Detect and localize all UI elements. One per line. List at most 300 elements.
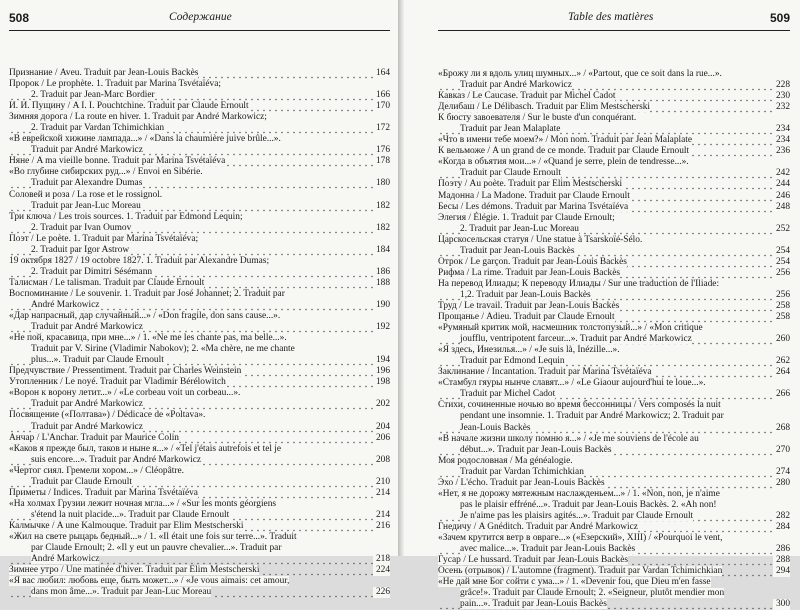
toc-entry-text: Зимнее утро / Une matinée d'hiver. Traduit par Elim Mestscherski <box>9 565 260 576</box>
toc-entry-text: Приметы / Indices. Traduit par Marina Tsvétaïéva <box>9 487 198 498</box>
toc-entry-text: Поэту / Au poète. Traduit par Elim Mestscherski <box>438 179 623 190</box>
toc-entry <box>438 533 790 555</box>
toc-entry-line <box>9 466 390 477</box>
toc-entry-page-number: 294 <box>773 566 790 577</box>
toc-entry-page-number: 214 <box>373 488 390 499</box>
toc-entry-text: 2. Traduit par Igor Astrow <box>31 244 130 255</box>
toc-entries <box>438 69 790 610</box>
toc-entry-page-number: 256 <box>773 290 790 301</box>
toc-entry-last-line <box>438 91 790 102</box>
toc-entry-text: «В начале жизни школу помню я...» / «Je me souviens de l'école au <box>438 433 699 444</box>
toc-entry-page-number: 260 <box>773 334 790 345</box>
toc-entry-text: Рифма / La rime. Traduit par Jean-Louis Backès <box>438 267 621 278</box>
toc-entry-line <box>438 113 790 124</box>
toc-entry <box>9 444 390 466</box>
toc-entry-last-line <box>438 522 790 533</box>
toc-entry-page-number: 192 <box>373 322 390 333</box>
toc-entry-text: Traduit par André Markowicz <box>31 145 143 156</box>
toc-entry <box>438 179 790 190</box>
toc-entry-text: Посвящение («Полтава») / Dédicace de «Poltava». <box>9 410 206 421</box>
toc-entry <box>438 312 790 323</box>
toc-entry-page-number: 214 <box>373 510 390 521</box>
toc-entry-page-number: 208 <box>373 455 390 466</box>
toc-entry-last-line <box>438 445 790 456</box>
toc-entry-line <box>9 410 390 421</box>
toc-entry-line <box>438 213 790 224</box>
toc-entry-text: Стихи, сочиненные ночью во время бессонницы / Vers composés la nuit <box>438 400 721 411</box>
toc-entry-text: «Румяный критик мой, насмешник толстопузый...» / «Mon critique <box>438 323 703 334</box>
toc-entry-last-line <box>438 191 790 202</box>
toc-entry-text: «Я здесь, Инезилья...» / «Je suis là, Inézille...». <box>438 345 620 356</box>
toc-entry <box>438 566 790 577</box>
toc-entry <box>9 256 390 278</box>
toc-entry-page-number: 268 <box>773 423 790 434</box>
toc-entry-text: par Claude Ernoult; 2. «Il y eut un pauvre chevalier...». Traduit par <box>31 543 282 554</box>
left-page <box>0 0 400 598</box>
toc-entry-text: début...». Traduit par Jean-Louis Backès <box>460 444 612 455</box>
toc-entry-line <box>9 311 390 322</box>
toc-entry <box>438 279 790 301</box>
toc-entry-text: Признание / Aveu. Traduit par Jean-Louis Backès <box>9 68 199 78</box>
toc-entry <box>438 191 790 202</box>
toc-entry-page-number: 196 <box>373 366 390 377</box>
toc-entry-page-number: 266 <box>773 389 790 400</box>
toc-entry-text: «Не пой, красавица, при мне...» / 1. «Ne me les chante pas, ma belle...». <box>9 333 287 344</box>
toc-entry-line <box>9 134 390 145</box>
toc-entry-last-line <box>9 223 390 234</box>
toc-entry-last-line <box>9 201 390 212</box>
toc-entry <box>438 367 790 378</box>
toc-entry-last-line <box>438 423 790 434</box>
toc-entry-text: «Ворон к ворону летит...» / «Le corbeau voit un corbeau...». <box>9 388 241 399</box>
toc-entry <box>438 157 790 179</box>
toc-entry-last-line <box>438 146 790 157</box>
toc-entry-last-line <box>438 168 790 179</box>
right-page <box>404 0 800 610</box>
toc-entry-line <box>9 499 390 510</box>
toc-entry-line <box>438 411 790 422</box>
toc-entry-text: К бюсту завоевателя / Sur le buste d'un conquérant. <box>438 113 637 124</box>
toc-entry-page-number: 188 <box>373 278 390 289</box>
toc-entry <box>438 257 790 268</box>
toc-entry-text: Утопленник / Le noyé. Traduit par Vladimir Bérélowitch <box>9 377 226 388</box>
toc-entry-last-line <box>438 389 790 400</box>
toc-entry-last-line <box>438 135 790 146</box>
toc-entry-last-line <box>9 377 390 388</box>
toc-entry <box>9 68 390 79</box>
toc-entry-line <box>438 378 790 389</box>
toc-entry-text: Няне / A ma vieille bonne. Traduit par Marina Tsvétaïéva <box>9 156 226 167</box>
toc-entry-last-line <box>438 555 790 566</box>
toc-entry-page-number: 184 <box>373 245 390 256</box>
toc-entry <box>9 521 390 532</box>
toc-entry-line <box>9 543 390 554</box>
toc-entry-text: Кавказ / Le Caucase. Traduit par Michel Cadot <box>438 91 616 102</box>
toc-entry-page-number: 226 <box>373 587 390 598</box>
toc-entry-line <box>9 112 390 123</box>
toc-entry-last-line <box>438 478 790 489</box>
toc-entry-last-line <box>9 178 390 189</box>
toc-entry-page-number: 190 <box>373 300 390 311</box>
toc-entry-text: «Во глубине сибирских руд...» / Envoi en Sibérie. <box>9 167 203 178</box>
toc-entry-line <box>9 212 390 223</box>
toc-entry-page-number: 176 <box>373 145 390 156</box>
toc-entry <box>438 400 790 433</box>
toc-entry <box>9 377 390 388</box>
toc-entry-text: Traduit par Michel Cadot <box>460 389 556 400</box>
toc-entry-line <box>438 500 790 511</box>
toc-entry-text: «Стамбул гяуры нынче славят...» / «Le Giaour aujourd'hui te loue...». <box>438 378 706 389</box>
toc-entry-text: Поэт / Le poète. 1. Traduit par Marina Tsvétaïéva; <box>9 233 199 244</box>
toc-entry-last-line <box>438 356 790 367</box>
toc-entry-line <box>9 576 390 587</box>
toc-entry-line <box>9 256 390 267</box>
toc-entry-last-line <box>9 366 390 377</box>
toc-entry-text: Заклинание / Incantation. Traduit par Marina Tsvétaïéva <box>438 367 652 378</box>
toc-entry-page-number: 182 <box>373 201 390 212</box>
toc-entry-line <box>9 289 390 300</box>
toc-entry-line <box>9 344 390 355</box>
toc-entry <box>438 102 790 113</box>
toc-entry-text: Traduit par André Markowicz <box>31 322 143 333</box>
toc-entry-page-number: 166 <box>373 90 390 101</box>
toc-entry-text: Traduit par Claude Ernoult <box>460 168 561 179</box>
toc-entry-line <box>438 279 790 290</box>
toc-entry <box>438 478 790 489</box>
toc-entry-last-line <box>9 123 390 134</box>
toc-entry <box>438 323 790 345</box>
toc-entry-text: 2. Traduit par Vardan Tchimichkian <box>31 123 165 134</box>
toc-entry-last-line <box>9 68 390 79</box>
toc-entry <box>9 234 390 256</box>
toc-entry-last-line <box>9 90 390 101</box>
toc-entry-text: Труд / Le travail. Traduit par Jean-Louis Backès <box>438 300 620 311</box>
toc-entry-page-number: 228 <box>773 80 790 91</box>
toc-entry-line <box>9 444 390 455</box>
toc-entry-last-line <box>438 224 790 235</box>
toc-entry <box>9 167 390 189</box>
toc-entry <box>438 135 790 146</box>
toc-entry-text: Предчувствие / Pressentiment. Traduit par Charles Weinstein <box>9 366 242 377</box>
toc-entry-line <box>438 69 790 80</box>
toc-entry-text: «Брожу ли я вдоль улиц шумных...» / «Partout, que ce soit dans la rue...». <box>438 69 722 79</box>
toc-entry-text: 2. Traduit par Jean-Luc Moreau <box>460 223 579 234</box>
toc-entry <box>9 532 390 565</box>
toc-entry-line <box>9 167 390 178</box>
toc-entry-text: Traduit par André Markowicz <box>31 421 143 432</box>
toc-entry <box>438 213 790 235</box>
toc-entry-text: «Чертог сиял. Гремели хором...» / Cléopâtre. <box>9 465 184 476</box>
toc-entry-line <box>438 533 790 544</box>
toc-entry-page-number: 270 <box>773 445 790 456</box>
toc-entry-text: pas le plaisir effréné...». Traduit par Jean-Louis Backès. 2. «Ah non! <box>460 499 717 510</box>
toc-entry-last-line <box>438 301 790 312</box>
toc-entry-text: «Каков я прежде был, таков и ныне я...» / «Tel j'étais autrefois et tel je <box>9 443 282 454</box>
toc-entry-text: Эхо / L'écho. Traduit par Jean-Louis Backès <box>438 477 605 488</box>
toc-entry-page-number: 252 <box>773 224 790 235</box>
toc-entry <box>438 577 790 610</box>
toc-entry <box>9 466 390 488</box>
toc-entry-page-number: 232 <box>773 102 790 113</box>
running-title: Содержание <box>169 11 232 23</box>
toc-entry-line <box>9 333 390 344</box>
toc-entry-text: Зимняя дорога / La route en hiver. 1. Traduit par André Markowicz; <box>9 112 267 123</box>
toc-entry <box>438 555 790 566</box>
toc-entry <box>9 410 390 432</box>
toc-entry-text: Бесы / Les démons. Traduit par Marina Tsvétaïéva <box>438 201 629 212</box>
toc-entry-page-number: 258 <box>773 301 790 312</box>
toc-entry-last-line <box>9 565 390 576</box>
toc-entry <box>9 289 390 311</box>
toc-entry-text: Je n'aime pas les plaisirs agités...». Traduit par Claude Ernoult <box>460 510 694 521</box>
toc-entry <box>438 268 790 279</box>
toc-entry-last-line <box>438 566 790 577</box>
toc-entry-text: 1,2. Traduit par Jean-Louis Backès <box>460 289 591 300</box>
toc-entry-page-number: 202 <box>373 399 390 410</box>
toc-entry-page-number: 274 <box>773 467 790 478</box>
toc-entry <box>438 91 790 102</box>
toc-entry-page-number: 264 <box>773 367 790 378</box>
toc-entry-text: К вельможе / A un grand de ce monde. Traduit par Claude Ernoult <box>438 146 690 157</box>
toc-entry-page-number: 230 <box>773 91 790 102</box>
toc-entry-last-line <box>9 399 390 410</box>
toc-entry-text: avec malice...». Traduit par Jean-Louis Backès <box>460 544 636 555</box>
toc-entry-text: «Не дай мне Бог сойти с ума...» / 1. «Devenir fou, que Dieu m'en fasse <box>438 577 711 588</box>
toc-entry-text: Traduit par V. Sirine (Vladimir Nabokov); 2. «Ma chère, ne me chante <box>31 344 295 355</box>
toc-entry-page-number: 234 <box>773 135 790 146</box>
toc-entry-line <box>438 588 790 599</box>
toc-entry-last-line <box>9 554 390 565</box>
toc-entry-page-number: 286 <box>773 544 790 555</box>
toc-entry <box>9 79 390 101</box>
toc-entry-text: 19 октября 1827 / 19 octobre 1827. 1. Traduit par Alexandre Dumas; <box>9 255 270 266</box>
toc-entry-page-number: 282 <box>773 511 790 522</box>
toc-entry <box>9 366 390 377</box>
right-page-header <box>438 8 790 31</box>
toc-entry-last-line <box>438 124 790 135</box>
toc-entry <box>438 69 790 91</box>
toc-entry-line <box>438 577 790 588</box>
toc-entry-last-line <box>9 488 390 499</box>
toc-entry-text: Моя родословная / Ma généalogie. <box>438 455 573 466</box>
toc-entry-text: «Я вас любил: любовь еще, быть может...» / «Je vous aimais: cet amour, <box>9 576 290 587</box>
toc-entry-text: «В еврейской хижине лампада...» / «Dans la chaumière juive brûle...». <box>9 134 281 145</box>
toc-entry-page-number: 236 <box>773 146 790 157</box>
toc-entry-page-number: 258 <box>773 312 790 323</box>
toc-entry-text: joufflu, ventripotent farceur...». Traduit par André Markowicz <box>460 334 692 345</box>
toc-entry <box>9 134 390 156</box>
toc-entry-last-line <box>438 334 790 345</box>
toc-entry <box>438 113 790 135</box>
toc-entry-page-number: 216 <box>373 521 390 532</box>
toc-entry-page-number: 256 <box>773 268 790 279</box>
toc-entry-text: Traduit par André Markowicz <box>31 399 143 410</box>
toc-entry-page-number: 288 <box>773 555 790 566</box>
toc-entry <box>9 499 390 521</box>
toc-entry-text: «Жил на свете рыцарь бедный...» / 1. «Il était une fois sur terre...». Traduit <box>9 531 297 542</box>
toc-entry-text: Пророк / Le prophète. 1. Traduit par Marina Tsvétaïéva; <box>9 79 222 90</box>
toc-entry-page-number: 194 <box>373 355 390 366</box>
toc-entry-line <box>438 323 790 334</box>
toc-entry-last-line <box>438 467 790 478</box>
toc-entry-text: s'étend la nuit placide...». Traduit par Claude Ernoult <box>31 509 230 520</box>
toc-entry-last-line <box>438 312 790 323</box>
toc-entry-line <box>438 345 790 356</box>
toc-entry <box>9 278 390 289</box>
toc-entry <box>438 235 790 257</box>
toc-entry <box>9 156 390 167</box>
toc-entry-page-number: 178 <box>373 156 390 167</box>
toc-entry-text: Соловей и роза / La rose et le rossignol. <box>9 189 163 200</box>
toc-entry <box>9 565 390 576</box>
toc-entry-page-number: 234 <box>773 124 790 135</box>
toc-entry-page-number: 254 <box>773 246 790 257</box>
toc-entry-last-line <box>438 80 790 91</box>
toc-entry-last-line <box>438 544 790 555</box>
left-page-header <box>9 8 390 31</box>
toc-entry-last-line <box>9 477 390 488</box>
toc-entry-text: На перевод Илиады; К переводу Илиады / Sur une traduction de l'Iliade: <box>438 278 720 289</box>
toc-entry-page-number: 186 <box>373 267 390 278</box>
toc-entry <box>438 434 790 456</box>
toc-entry <box>438 345 790 367</box>
toc-entry <box>9 101 390 112</box>
toc-entry-last-line <box>9 510 390 521</box>
toc-entry <box>9 388 390 410</box>
toc-entry-text: Traduit par Claude Ernoult <box>31 476 132 487</box>
toc-entry-text: André Markowicz <box>31 299 100 310</box>
toc-entry-last-line <box>438 102 790 113</box>
toc-entry-line <box>438 157 790 168</box>
toc-entry <box>9 311 390 333</box>
toc-entry-last-line <box>9 521 390 532</box>
toc-entry-text: Калмычке / A une Kalmouque. Traduit par Elim Mestscherski <box>9 520 244 531</box>
toc-entry-text: «Что в имени тебе моем?» / Mon nom. Traduit par Jean Malaplate <box>438 135 693 146</box>
toc-entry <box>438 456 790 478</box>
toc-entry-page-number: 182 <box>373 223 390 234</box>
toc-entry-page-number: 254 <box>773 257 790 268</box>
toc-entry-text: И. И. Пущину / A I. I. Pouchtchine. Traduit par Claude Ernoult <box>9 101 249 112</box>
page-number: 508 <box>9 11 30 25</box>
toc-entry-text: Осень (отрывок) / L'automne (fragment). Traduit par Vardan Tchimichkian <box>438 566 723 577</box>
toc-entry-last-line <box>9 267 390 278</box>
toc-entry-text: Воспоминание / Le souvenir. 1. Traduit par José Johannet; 2. Traduit par <box>9 288 285 299</box>
toc-entry-text: «Нет, я не дорожу мятежным наслажденьем...» / 1. «Non, non, je n'aime <box>438 488 720 499</box>
toc-entry-last-line <box>9 101 390 112</box>
toc-entry-text: Traduit par Jean-Luc Moreau <box>31 200 141 211</box>
toc-entry-last-line <box>438 257 790 268</box>
toc-entry-line <box>9 532 390 543</box>
toc-entry-text: Traduit par Vardan Tchimichkian <box>460 466 584 477</box>
toc-entry-page-number: 172 <box>373 123 390 134</box>
toc-entry-page-number: 262 <box>773 356 790 367</box>
toc-entry-line <box>438 434 790 445</box>
toc-entry <box>9 190 390 212</box>
toc-entry-text: plus...». Traduit par Claude Ernoult <box>31 355 164 366</box>
toc-entry-line <box>438 456 790 467</box>
toc-entry <box>9 112 390 134</box>
toc-entry-last-line <box>9 355 390 366</box>
toc-entry-text: 2. Traduit par Dimitri Sésémann <box>31 266 153 277</box>
toc-entry-text: Элегия / Élégie. 1. Traduit par Claude Ernoult; <box>438 212 615 223</box>
toc-entry-text: Гнедичу / A Gnéditch. Traduit par André Markowicz <box>438 521 638 532</box>
toc-entry-text: dans mon âme...». Traduit par Jean-Luc Moreau <box>31 587 212 598</box>
toc-entry <box>438 489 790 522</box>
toc-entry-line <box>438 400 790 411</box>
toc-entry-last-line <box>438 246 790 257</box>
toc-entry-last-line <box>438 202 790 213</box>
toc-entry-page-number: 218 <box>373 554 390 565</box>
toc-entry-last-line <box>438 599 790 610</box>
toc-entry-page-number: 244 <box>773 179 790 190</box>
toc-entry-page-number: 170 <box>373 101 390 112</box>
toc-entry-page-number: 164 <box>373 68 390 79</box>
toc-entry-page-number: 242 <box>773 168 790 179</box>
toc-entry-page-number: 210 <box>373 477 390 488</box>
toc-entry-text: Талисман / Le talisman. Traduit par Claude Ernoult <box>9 277 205 288</box>
toc-entry-text: 2. Traduit par Ivan Oumov <box>31 222 132 233</box>
toc-entry-text: «На холмах Грузии лежит ночная мгла...» / «Sur les monts géorgiens <box>9 498 277 509</box>
toc-entry-last-line <box>9 278 390 289</box>
toc-entry-text: Анчар / L'Anchar. Traduit par Maurice Colin <box>9 432 179 443</box>
toc-entry-text: Traduit par Alexandre Dumas <box>31 178 143 189</box>
toc-entry <box>9 433 390 444</box>
toc-entry-text: Traduit par André Markowicz <box>460 80 572 91</box>
toc-entry-text: Traduit par Jean-Louis Backès <box>460 245 575 256</box>
toc-entry-page-number: 300 <box>773 599 790 610</box>
toc-entry-text: André Markowicz <box>31 554 100 565</box>
toc-entry-last-line <box>9 422 390 433</box>
toc-entry <box>9 333 390 366</box>
toc-entry-text: Traduit par Jean Malaplate <box>460 124 561 135</box>
toc-entry <box>438 301 790 312</box>
toc-entry-page-number: 284 <box>773 522 790 533</box>
toc-entry-line <box>438 489 790 500</box>
toc-entry-text: «Когда в объятия мои...» / «Quand je serre, plein de tendresse...». <box>438 157 689 168</box>
toc-entry-page-number: 180 <box>373 178 390 189</box>
toc-entry-text: 2. Traduit par Jean-Marc Bordier <box>31 90 155 101</box>
page-number: 509 <box>769 11 790 25</box>
toc-entry-last-line <box>9 300 390 311</box>
toc-entry-page-number: 280 <box>773 478 790 489</box>
toc-entry-text: pain...». Traduit par Jean-Louis Backès <box>460 599 607 610</box>
toc-entry-last-line <box>9 156 390 167</box>
toc-entry-line <box>9 79 390 90</box>
toc-entry <box>438 202 790 213</box>
toc-entry-last-line <box>438 290 790 301</box>
toc-entry-last-line <box>9 322 390 333</box>
toc-entry <box>9 488 390 499</box>
toc-entry-last-line <box>9 433 390 444</box>
toc-entry-last-line <box>9 245 390 256</box>
toc-entry-page-number: 248 <box>773 202 790 213</box>
toc-entry-line <box>438 235 790 246</box>
toc-entry-last-line <box>438 179 790 190</box>
running-title: Table des matières <box>568 11 654 23</box>
toc-entry-text: Три ключа / Les trois sources. 1. Traduit par Edmond Lequin; <box>9 211 243 222</box>
toc-entry-last-line <box>9 587 390 598</box>
toc-entry-text: Прощанье / Adieu. Traduit par Claude Ernoult <box>438 312 615 323</box>
toc-entry-page-number: 198 <box>373 377 390 388</box>
toc-entry-last-line <box>438 268 790 279</box>
toc-entry-text: Царскосельская статуя / Une statue à Tsarskoïé-Sélo. <box>438 234 643 245</box>
toc-entry-text: Traduit par Edmond Lequin <box>460 356 565 367</box>
toc-entry-text: suis encore...». Traduit par André Markowicz <box>31 454 202 465</box>
toc-entry <box>438 522 790 533</box>
toc-entry-text: Мадонна / La Madone. Traduit par Claude Ernoult <box>438 190 630 201</box>
toc-entry-last-line <box>9 455 390 466</box>
toc-entry-text: grâce!». Traduit par Claude Ernoult; 2. «Seigneur, plutôt mendier mon <box>460 588 725 599</box>
